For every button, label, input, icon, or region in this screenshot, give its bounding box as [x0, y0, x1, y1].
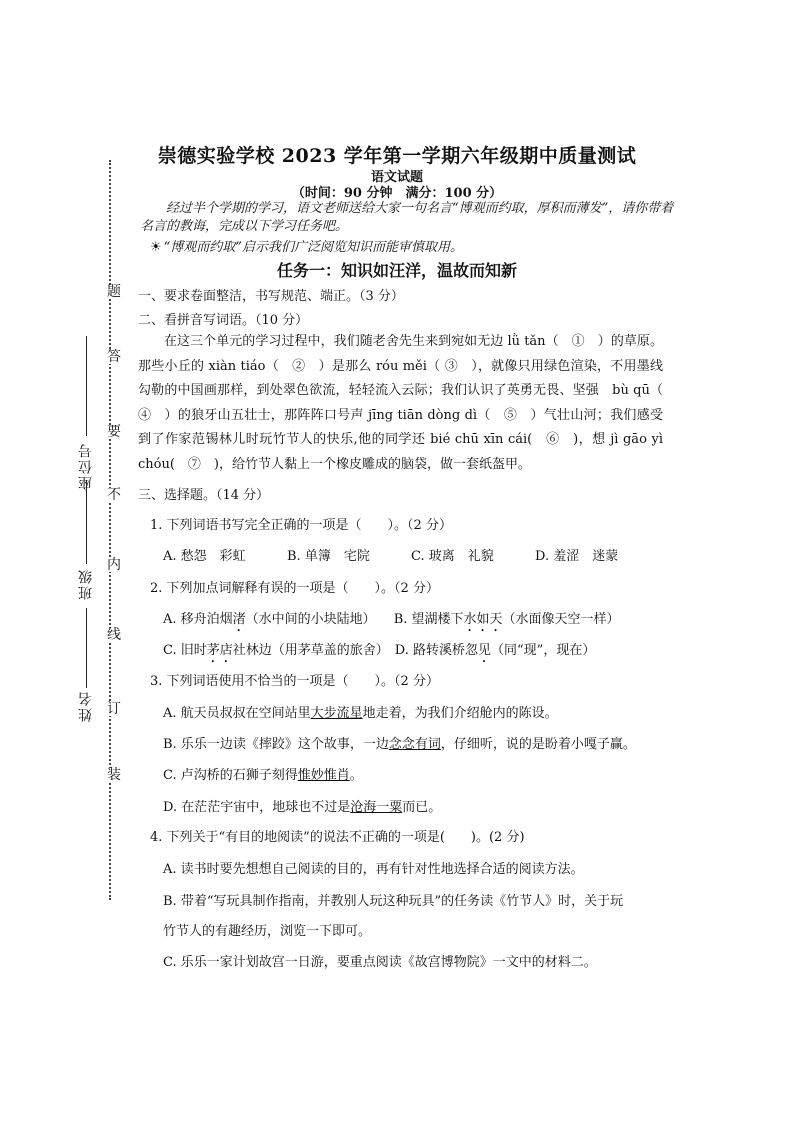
q1-option-a[interactable]: A. 愁怨 彩虹 — [163, 549, 246, 564]
binding-char: 订 — [107, 701, 121, 717]
binding-char: 要 — [107, 424, 121, 440]
q2-option-cd — [163, 639, 595, 666]
q2-option-d[interactable]: D. 路转溪桥忽见（同“现”，现在） — [394, 643, 596, 658]
q1-option-c[interactable]: C. 玻离 礼貌 — [411, 549, 494, 564]
name-label: 姓名 — [78, 690, 94, 722]
sun-icon: ☀ — [150, 240, 162, 255]
q1-option-d[interactable]: D. 羞涩 迷蒙 — [535, 549, 619, 564]
seat-number-field[interactable] — [86, 336, 87, 436]
q2-option-ab — [163, 608, 620, 635]
q1-option-b[interactable]: B. 单簿 宅院 — [287, 549, 370, 564]
exam-title: 崇德实验学校 2023 学年第一学期六年级期中质量测试 — [157, 145, 637, 167]
intro-text: 经过半个学期的学习，语文老师送给大家一句名言“博观而约取，厚积而薄发”，请你带着名言的教诲，完成以下学习任务吧。 — [140, 201, 674, 234]
class-field[interactable] — [86, 480, 87, 564]
q1-stem: 1. 下列词语书写完全正确的一项是（ ）。（2 分） — [150, 518, 452, 533]
exam-subtitle: 语文试题 — [370, 170, 423, 185]
section3-heading: 三、选择题。（14 分） — [138, 488, 270, 503]
intro-hint: ☀ “博观而约取”启示我们广泛阅览知识而能审慎取用。 — [150, 240, 463, 255]
q2-stem: 2. 下列加点词解释有误的一项是（ ）。（2 分） — [150, 581, 439, 596]
q3-option-d[interactable]: D. 在茫茫宇宙中，地球也不过是沧海一粟而已。 — [163, 800, 442, 815]
binding-char: 线 — [107, 627, 121, 643]
q4-option-b-continued[interactable]: 竹节人的有趣经历，浏览一下即可。 — [163, 924, 372, 939]
q3-option-a[interactable]: A. 航天员叔叔在空间站里大步流星地走着，为我们介绍舱内的陈设。 — [163, 706, 558, 721]
task1-title: 任务一：知识如汪洋，温故而知新 — [276, 261, 517, 280]
q4-option-a[interactable]: A. 读书时要先想想自己阅读的目的，再有针对性地选择合适的阅读方法。 — [163, 862, 584, 877]
binding-char: 不 — [107, 487, 121, 503]
q2-option-c[interactable]: C. 旧时茅店社林边（用茅草盖的旅舍） — [163, 643, 389, 658]
q1-options — [163, 545, 618, 564]
class-label: 班级 — [78, 568, 94, 600]
binding-char: 内 — [107, 557, 121, 573]
q4-option-b[interactable]: B. 带着“写玩具制作指南，并教别人玩这种玩具”的任务读《竹节人》时，关于玩 — [163, 894, 624, 909]
binding-char: 答 — [107, 349, 121, 365]
q2-option-b[interactable]: B. 望湖楼下水如天（水面像天空一样） — [393, 612, 620, 627]
q3-option-b[interactable]: B. 乐乐一边读《摔跤》这个故事，一边念念有词，仔细听，说的是盼着小嘎子赢。 — [163, 737, 636, 752]
q2-option-a[interactable]: A. 移舟泊烟渚（水中间的小块陆地） — [163, 612, 376, 627]
q3-option-c[interactable]: C. 卢沟桥的石狮子刻得惟妙惟肖。 — [163, 768, 363, 783]
pinyin-paragraph: 在这三个单元的学习过程中，我们随老舍先生来到宛如无边 lǜ tǎn（ ① ）的草原。那些小丘的 xiàn tiáo（ ② ）是那么 róu měi（ ③ ），就像只用绿色渲染，不用墨线勾勒的中国画那样，到处翠色欲流，轻轻流入云际；我们认识了英勇无畏、坚强 bù qū（ ④ ）的狼牙山五壮士，那阵阵口号声 jīng tiān dòng dì（ ⑤ ）气壮山河；我们感受到了作家范锡林儿时玩竹节人的快乐,他的同学还 bié chū xīn cái( ⑥ )，想 jì gāo yì chóu( ⑦ )，给竹节人黏上一个橡皮雕成的脑袋，做一套纸盔甲。 — [138, 334, 677, 472]
binding-char: 题 — [107, 284, 121, 300]
q4-stem: 4. 下列关于“有目的地阅读”的说法不正确的一项是( )。(2 分) — [150, 830, 525, 845]
name-field[interactable] — [86, 608, 87, 688]
exam-time-info: （时间：90 分钟 满分：100 分） — [291, 186, 503, 201]
section2-heading: 二、看拼音写词语。（10 分） — [138, 313, 309, 328]
section1-heading: 一、要求卷面整洁，书写规范、端正。（3 分） — [138, 289, 404, 304]
seat-number-label: 座位号 — [78, 442, 94, 490]
binding-char: 装 — [107, 767, 121, 783]
q4-option-c[interactable]: C. 乐乐一家计划故宫一日游，要重点阅读《故宫博物院》一文中的材料二。 — [163, 955, 597, 970]
q3-stem: 3. 下列词语使用不恰当的一项是（ ）。（2 分） — [150, 674, 439, 689]
